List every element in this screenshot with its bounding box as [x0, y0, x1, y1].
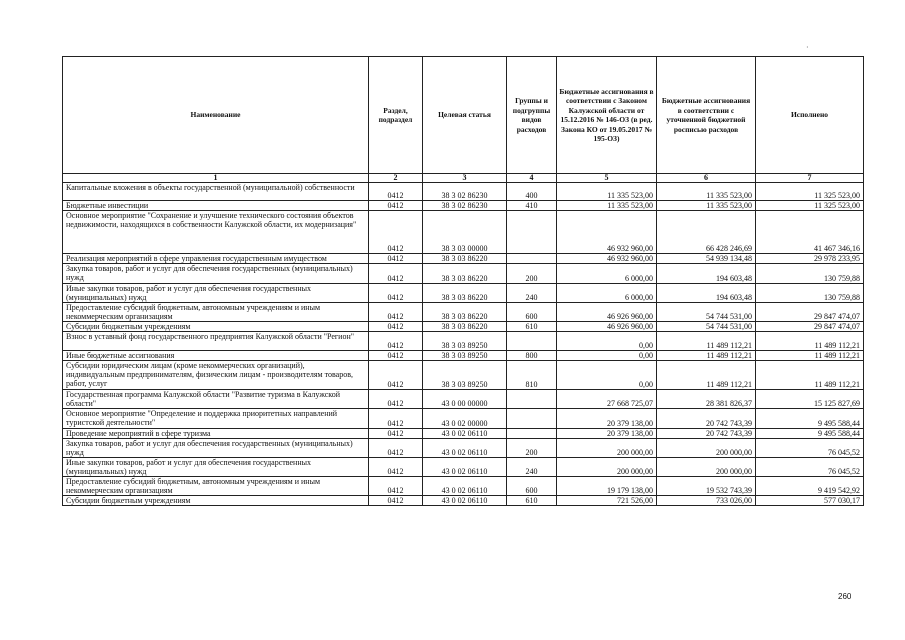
row-target: 38 3 03 86220 [423, 303, 507, 322]
col-header-group: Группы и подгруппы видов расходов [507, 57, 557, 174]
row-law-amount: 19 179 138,00 [557, 477, 657, 496]
row-group: 600 [507, 477, 557, 496]
row-section: 0412 [369, 351, 423, 361]
row-section: 0412 [369, 303, 423, 322]
row-name: Иные закупки товаров, работ и услуг для обеспечения государственных (муниципальных) нужд [63, 284, 369, 303]
row-done-amount: 9 495 588,44 [756, 429, 864, 439]
row-target: 38 3 03 89250 [423, 361, 507, 390]
row-name: Капитальные вложения в объекты государственной (муниципальной) собственности [63, 183, 369, 201]
row-plan-amount: 194 603,48 [657, 264, 756, 284]
row-name: Проведение мероприятий в сфере туризма [63, 429, 369, 439]
row-done-amount: 76 045,52 [756, 458, 864, 477]
column-number-row [63, 174, 864, 183]
page-number: 260 [838, 592, 852, 601]
row-plan-amount: 19 532 743,39 [657, 477, 756, 496]
row-name: Иные закупки товаров, работ и услуг для обеспечения государственных (муниципальных) нужд [63, 458, 369, 477]
row-target: 38 3 03 86220 [423, 254, 507, 264]
row-plan-amount: 194 603,48 [657, 284, 756, 303]
col-number: 7 [756, 174, 864, 183]
row-done-amount: 76 045,52 [756, 439, 864, 458]
row-group: 600 [507, 303, 557, 322]
row-law-amount: 200 000,00 [557, 439, 657, 458]
row-law-amount: 0,00 [557, 332, 657, 351]
row-name: Основное мероприятие "Определение и поддержка приоритетных направлений туристской деятельности" [63, 409, 369, 429]
row-section: 0412 [369, 183, 423, 201]
row-done-amount: 29 847 474,07 [756, 322, 864, 332]
col-number: 1 [63, 174, 369, 183]
row-law-amount: 46 926 960,00 [557, 303, 657, 322]
row-target: 38 3 03 00000 [423, 211, 507, 254]
row-name: Взнос в уставный фонд государственного предприятия Калужской области "Регион" [63, 332, 369, 351]
col-number: 3 [423, 174, 507, 183]
row-group: 240 [507, 458, 557, 477]
row-done-amount: 11 489 112,21 [756, 332, 864, 351]
row-law-amount: 11 335 523,00 [557, 201, 657, 211]
row-section: 0412 [369, 264, 423, 284]
row-plan-amount: 20 742 743,39 [657, 409, 756, 429]
row-group: 240 [507, 284, 557, 303]
row-section: 0412 [369, 254, 423, 264]
row-target: 38 3 03 89250 [423, 332, 507, 351]
table-body [63, 183, 864, 506]
row-group: 200 [507, 439, 557, 458]
col-header-section: Раздел, подраздел [369, 57, 423, 174]
row-section: 0412 [369, 477, 423, 496]
row-target: 43 0 02 06110 [423, 458, 507, 477]
col-number: 5 [557, 174, 657, 183]
row-done-amount: 11 325 523,00 [756, 201, 864, 211]
table-row [63, 284, 864, 303]
row-target: 43 0 00 00000 [423, 390, 507, 409]
table-row [63, 477, 864, 496]
row-law-amount: 6 000,00 [557, 264, 657, 284]
row-section: 0412 [369, 332, 423, 351]
row-section: 0412 [369, 409, 423, 429]
row-group [507, 409, 557, 429]
row-plan-amount: 200 000,00 [657, 439, 756, 458]
row-section: 0412 [369, 201, 423, 211]
row-law-amount: 0,00 [557, 351, 657, 361]
table-row [63, 322, 864, 332]
row-law-amount: 46 926 960,00 [557, 322, 657, 332]
row-section: 0412 [369, 322, 423, 332]
table-row [63, 458, 864, 477]
row-done-amount: 130 759,88 [756, 264, 864, 284]
row-target: 38 3 02 86230 [423, 183, 507, 201]
row-done-amount: 130 759,88 [756, 284, 864, 303]
row-done-amount: 15 125 827,69 [756, 390, 864, 409]
row-plan-amount: 11 335 523,00 [657, 183, 756, 201]
row-name: Государственная программа Калужской области "Развитие туризма в Калужской области" [63, 390, 369, 409]
row-plan-amount: 54 744 531,00 [657, 303, 756, 322]
row-plan-amount: 28 381 826,37 [657, 390, 756, 409]
row-plan-amount: 54 744 531,00 [657, 322, 756, 332]
row-done-amount: 41 467 346,16 [756, 211, 864, 254]
row-plan-amount: 11 489 112,21 [657, 332, 756, 351]
row-target: 43 0 02 06110 [423, 496, 507, 506]
row-law-amount: 6 000,00 [557, 284, 657, 303]
col-header-name: Наименование [63, 57, 369, 174]
row-target: 38 3 03 86220 [423, 322, 507, 332]
row-done-amount: 11 489 112,21 [756, 361, 864, 390]
row-plan-amount: 66 428 246,69 [657, 211, 756, 254]
row-group: 410 [507, 201, 557, 211]
row-law-amount: 46 932 960,00 [557, 254, 657, 264]
row-plan-amount: 11 335 523,00 [657, 201, 756, 211]
row-target: 38 3 03 86220 [423, 264, 507, 284]
row-name: Закупка товаров, работ и услуг для обеспечения государственных (муниципальных) нужд [63, 264, 369, 284]
row-law-amount: 200 000,00 [557, 458, 657, 477]
table-row [63, 390, 864, 409]
row-target: 38 3 02 86230 [423, 201, 507, 211]
table-row [63, 361, 864, 390]
row-section: 0412 [369, 361, 423, 390]
row-law-amount: 46 932 960,00 [557, 211, 657, 254]
row-group: 400 [507, 183, 557, 201]
col-header-plan: Бюджетные ассигнования в соответствии с уточненной бюджетной росписью расходов [657, 57, 756, 174]
row-section: 0412 [369, 496, 423, 506]
row-section: 0412 [369, 458, 423, 477]
row-name: Предоставление субсидий бюджетным, автономным учреждениям и иным некоммерческим организациям [63, 303, 369, 322]
table-row [63, 264, 864, 284]
row-done-amount: 11 325 523,00 [756, 183, 864, 201]
row-section: 0412 [369, 211, 423, 254]
row-name: Субсидии бюджетным учреждениям [63, 496, 369, 506]
row-plan-amount: 200 000,00 [657, 458, 756, 477]
row-target: 43 0 02 06110 [423, 429, 507, 439]
table-row [63, 409, 864, 429]
table-row [63, 429, 864, 439]
row-section: 0412 [369, 390, 423, 409]
row-target: 43 0 02 06110 [423, 477, 507, 496]
table-row [63, 254, 864, 264]
row-plan-amount: 54 939 134,48 [657, 254, 756, 264]
col-header-target: Целевая статья [423, 57, 507, 174]
table-row [63, 496, 864, 506]
row-done-amount: 29 847 474,07 [756, 303, 864, 322]
row-name: Бюджетные инвестиции [63, 201, 369, 211]
row-plan-amount: 11 489 112,21 [657, 351, 756, 361]
row-name: Основное мероприятие "Сохранение и улучшение технического состояния объектов недвижимости, находящихся в собственности Калужской области, их модернизация" [63, 211, 369, 254]
row-law-amount: 27 668 725,07 [557, 390, 657, 409]
row-name: Закупка товаров, работ и услуг для обеспечения государственных (муниципальных) нужд [63, 439, 369, 458]
scan-mark: · [806, 43, 809, 52]
budget-table [62, 56, 864, 506]
row-group: 810 [507, 361, 557, 390]
row-section: 0412 [369, 284, 423, 303]
row-plan-amount: 11 489 112,21 [657, 361, 756, 390]
row-group: 610 [507, 322, 557, 332]
row-law-amount: 20 379 138,00 [557, 409, 657, 429]
row-target: 38 3 03 86220 [423, 284, 507, 303]
row-name: Предоставление субсидий бюджетным, автономным учреждениям и иным некоммерческим организациям [63, 477, 369, 496]
row-plan-amount: 733 026,00 [657, 496, 756, 506]
row-section: 0412 [369, 439, 423, 458]
table-row [63, 439, 864, 458]
table-row [63, 303, 864, 322]
row-target: 38 3 03 89250 [423, 351, 507, 361]
row-group [507, 429, 557, 439]
table-row [63, 183, 864, 201]
table-row [63, 201, 864, 211]
col-number: 2 [369, 174, 423, 183]
row-law-amount: 721 526,00 [557, 496, 657, 506]
col-number: 6 [657, 174, 756, 183]
col-header-law: Бюджетные ассигнования в соответствии с Законом Калужской области от 15.12.2016 № 146-ОЗ (в ред. Закона КО от 19.05.2017 № 195-ОЗ) [557, 57, 657, 174]
table-row [63, 351, 864, 361]
row-group [507, 390, 557, 409]
row-done-amount: 29 978 233,95 [756, 254, 864, 264]
row-target: 43 0 02 00000 [423, 409, 507, 429]
row-group [507, 332, 557, 351]
row-law-amount: 0,00 [557, 361, 657, 390]
row-plan-amount: 20 742 743,39 [657, 429, 756, 439]
table-row [63, 211, 864, 254]
col-header-done: Исполнено [756, 57, 864, 174]
table-row [63, 332, 864, 351]
row-name: Субсидии бюджетным учреждениям [63, 322, 369, 332]
row-name: Иные бюджетные ассигнования [63, 351, 369, 361]
row-done-amount: 11 489 112,21 [756, 351, 864, 361]
row-group: 200 [507, 264, 557, 284]
row-group [507, 211, 557, 254]
row-done-amount: 9 419 542,92 [756, 477, 864, 496]
row-law-amount: 20 379 138,00 [557, 429, 657, 439]
header-row [63, 57, 864, 174]
row-law-amount: 11 335 523,00 [557, 183, 657, 201]
row-name: Реализация мероприятий в сфере управления государственным имуществом [63, 254, 369, 264]
row-group: 610 [507, 496, 557, 506]
row-name: Субсидии юридическим лицам (кроме некоммерческих организаций), индивидуальным предпринимателям, физическим лицам - производителям товаров, работ, услуг [63, 361, 369, 390]
row-target: 43 0 02 06110 [423, 439, 507, 458]
row-section: 0412 [369, 429, 423, 439]
row-done-amount: 577 030,17 [756, 496, 864, 506]
row-group [507, 254, 557, 264]
row-group: 800 [507, 351, 557, 361]
col-number: 4 [507, 174, 557, 183]
row-done-amount: 9 495 588,44 [756, 409, 864, 429]
